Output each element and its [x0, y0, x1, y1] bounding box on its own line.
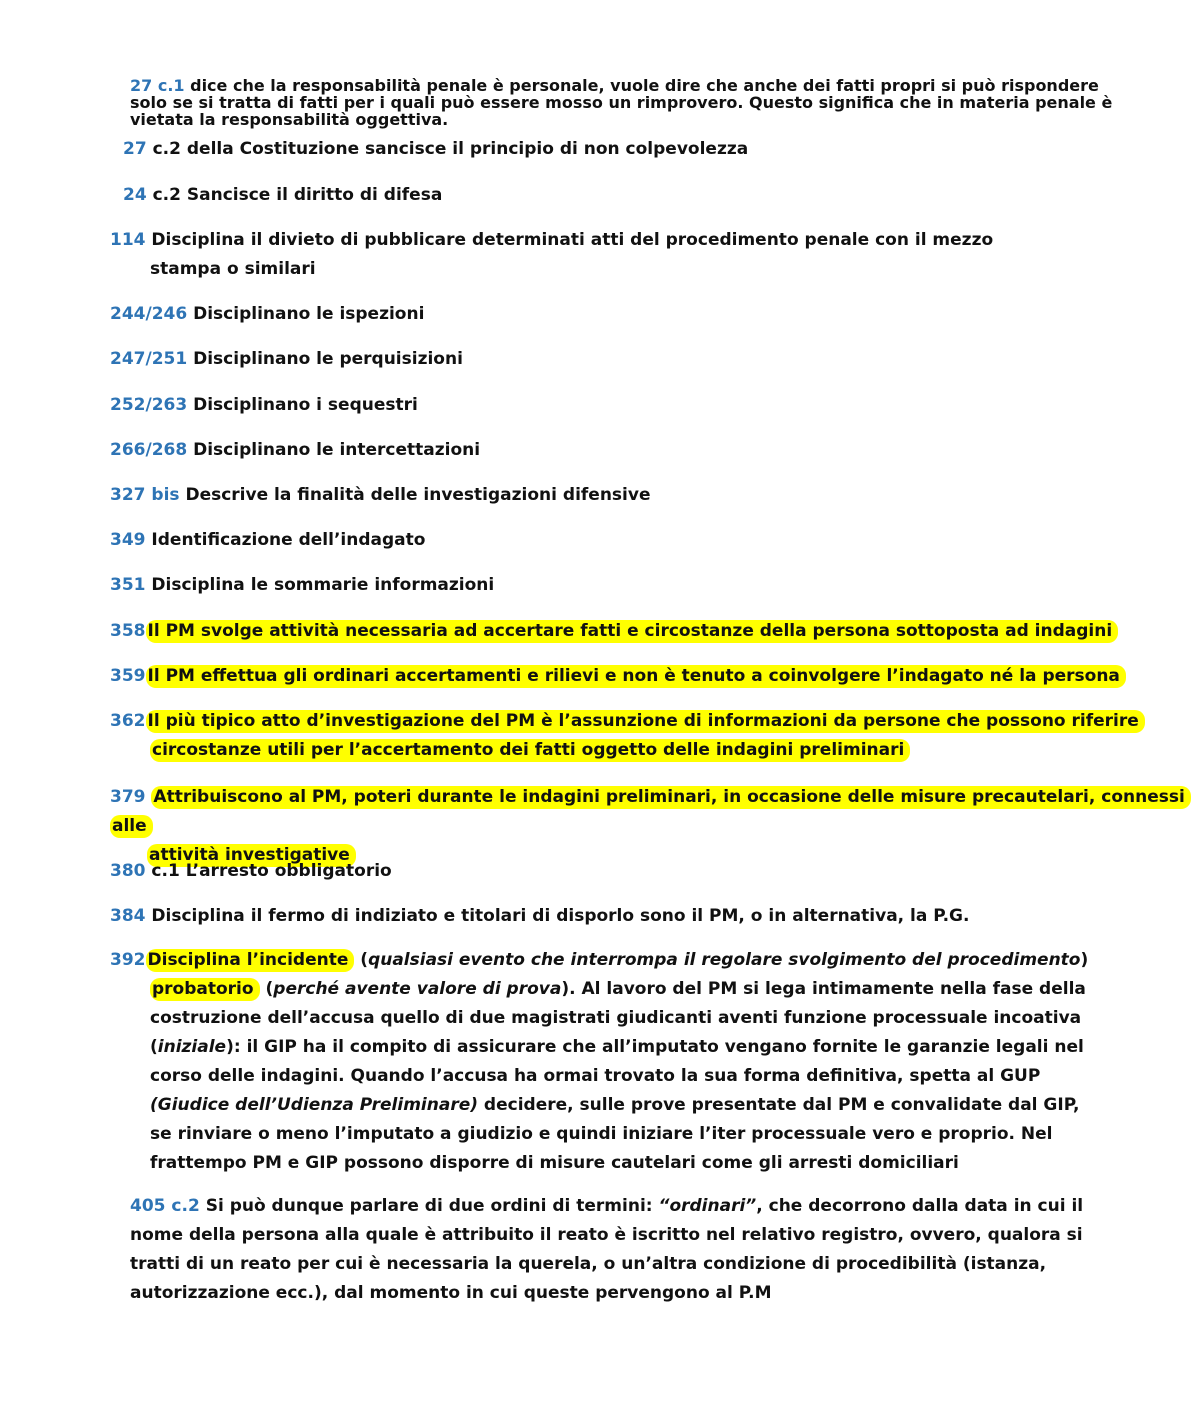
article-number: 266/268: [110, 440, 188, 460]
article-number: 244/246: [110, 304, 188, 324]
article-number: 247/251: [110, 349, 188, 369]
italic-text: (Giudice dell’Udienza Preliminare): [150, 1095, 479, 1115]
entry-384: [110, 902, 969, 931]
italic-text: iniziale: [157, 1037, 227, 1057]
entry-text: Disciplinano le intercettazioni: [193, 440, 481, 460]
entry-text: ): il GIP ha il compito di assicurare che all’imputato vengano fornite le garanzie legali nel corso delle indagini. Quando l’accusa ha ormai trovato la sua forma definitiva, spetta al GUP: [150, 1037, 1084, 1086]
entry-244-246: [110, 300, 424, 329]
entry-text: Disciplinano le perquisizioni: [193, 349, 463, 369]
highlighted-text: Il PM svolge attività necessaria ad accertare fatti e circostanze della persona sottoposta ad indagini: [146, 620, 1119, 643]
article-number: 379: [110, 787, 146, 807]
entry-text: c.1 L’arresto obbligatorio: [151, 861, 392, 881]
entry-text: Disciplina il fermo di indiziato e titolari di disporlo sono il PM, o in alternativa, la P.G.: [151, 906, 970, 926]
highlighted-text-line2: circostanze utili per l’accertamento dei fatti oggetto delle indagini preliminari: [150, 739, 910, 762]
highlighted-text: Il PM effettua gli ordinari accertamenti e rilievi e non è tenuto a coinvolgere l’indagato né la persona: [146, 665, 1126, 688]
entry-text: c.2 della Costituzione sancisce il principio di non colpevolezza: [152, 139, 749, 159]
entry-27-c2: [123, 135, 748, 164]
italic-text: qualsiasi evento che interrompa il regolare svolgimento del procedimento: [368, 950, 1081, 970]
article-number: 351: [110, 575, 146, 595]
italic-text: perché avente valore di prova: [273, 979, 562, 999]
article-number: 27: [123, 139, 147, 159]
entry-text: Disciplina le sommarie informazioni: [151, 575, 495, 595]
entry-text: ). Al lavoro del PM si lega intimamente nella fase della costruzione dell’accusa quello di due magistrati giudicanti aventi funzione processuale incoativa (: [150, 979, 1086, 1057]
article-number: 380: [110, 861, 146, 881]
entry-text: (: [259, 979, 274, 999]
entry-text: Disciplinano le ispezioni: [193, 304, 425, 324]
article-number: 359: [110, 666, 146, 686]
entry-text: dice che la responsabilità penale è personale, vuole dire che anche dei fatti propri si può rispondere solo se si tratta di fatti per i quali può essere mosso un rimprovero. Questo significa che in materia penale è vietata la responsabilità oggettiva.: [130, 76, 1113, 129]
entry-text: c.2 Sancisce il diritto di difesa: [152, 185, 443, 205]
article-number: 24: [123, 185, 147, 205]
highlighted-text-line1: Il più tipico atto d’investigazione del PM è l’assunzione di informazioni da persone che possono riferire: [146, 710, 1145, 733]
entry-327-bis: [110, 481, 650, 510]
highlighted-text: probatorio: [150, 978, 260, 1001]
entry-text: decidere, sulle prove presentate dal PM e convalidate dal GIP, se rinviare o meno l’imputato a giudizio e quindi iniziare l’iter processuale vero e proprio. Nel frattempo PM e GIP possono disporre di misure cautelari come gli arresti domiciliari: [150, 1095, 1080, 1173]
entry-380: [110, 857, 392, 886]
highlighted-text-line2: attività investigative: [147, 844, 356, 867]
article-number: 327 bis: [110, 485, 180, 505]
entry-text: (: [354, 950, 369, 970]
article-number: 358: [110, 621, 146, 641]
entry-358: [110, 617, 1118, 646]
article-number: 252/263: [110, 395, 188, 415]
entry-114: [110, 226, 1070, 284]
entry-252-263: [110, 391, 418, 420]
article-number: 362: [110, 711, 146, 731]
entry-392: [110, 946, 1090, 1178]
entry-359: [110, 662, 1126, 691]
article-number: 114: [110, 230, 146, 250]
highlighted-text-line1: Attribuiscono al PM, poteri durante le indagini preliminari, in occasione delle misure precautelari, connessi alle: [110, 786, 1191, 838]
entry-text: Disciplinano i sequestri: [193, 395, 418, 415]
entry-247-251: [110, 345, 463, 374]
entry-24-c2: [123, 181, 442, 210]
article-number: 405 c.2: [130, 1196, 200, 1216]
entry-405-c2: [130, 1192, 1120, 1308]
entry-362: [110, 707, 1145, 765]
entry-27-c1: [130, 77, 1130, 128]
article-number: 27 c.1: [130, 76, 185, 95]
entry-text: Identificazione dell’indagato: [151, 530, 426, 550]
entry-266-268: [110, 436, 480, 465]
article-number: 349: [110, 530, 146, 550]
article-number: 392: [110, 950, 146, 970]
entry-349: [110, 526, 425, 555]
italic-text: “ordinari”: [658, 1196, 757, 1216]
entry-text: Disciplina il divieto di pubblicare determinati atti del procedimento penale con il mezzo stampa o similari: [150, 230, 994, 279]
entry-351: [110, 571, 494, 600]
entry-text: , che decorrono dalla data in cui il nome della persona alla quale è attribuito il reato è iscritto nel relativo registro, ovvero, qualora si tratti di un reato per cui è necessaria la querela, o un’altra condizione di procedibilità (istanza, autorizzazione ecc.), dal momento in cui queste pervengono al P.M: [130, 1196, 1084, 1303]
article-number: 384: [110, 906, 146, 926]
entry-text: Descrive la finalità delle investigazioni difensive: [185, 485, 651, 505]
entry-text: Si può dunque parlare di due ordini di termini:: [199, 1196, 659, 1216]
highlighted-text: Disciplina l’incidente: [146, 949, 355, 972]
entry-text: ): [1080, 950, 1089, 970]
